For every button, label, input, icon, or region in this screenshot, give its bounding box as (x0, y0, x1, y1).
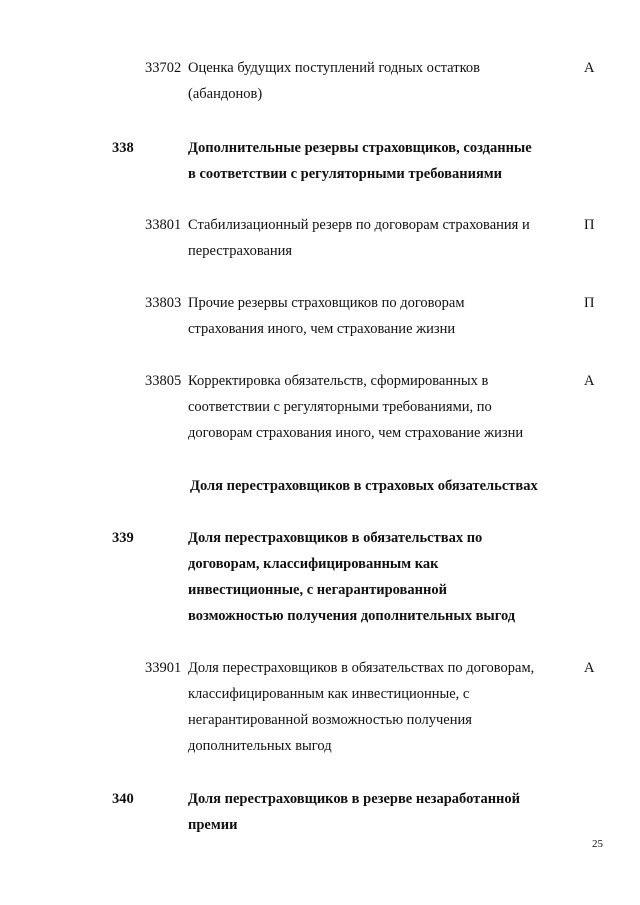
page-number: 25 (592, 838, 603, 850)
account-name-line: Корректировка обязательств, сформированных в (188, 373, 489, 389)
account-type-mark: А (584, 60, 595, 76)
account-type-mark: А (584, 373, 595, 389)
account-code: 33803 (145, 295, 182, 311)
section-code: 339 (112, 530, 134, 546)
section-title-line: премии (188, 817, 238, 833)
account-code: 33805 (145, 373, 182, 389)
section-title-line: возможностью получения дополнительных выгод (188, 608, 516, 624)
account-name-line: Оценка будущих поступлений годных остатков (188, 60, 480, 76)
account-code: 33801 (145, 217, 182, 233)
account-name-line: перестрахования (188, 243, 293, 259)
section-title-line: Доля перестраховщиков в резерве незаработанной (188, 791, 521, 807)
account-name-line: соответствии с регуляторными требованиями, по (188, 399, 492, 415)
account-type-mark: А (584, 660, 595, 676)
account-name-line: Стабилизационный резерв по договорам страхования и (188, 217, 530, 233)
section-title-line: договорам, классифицированным как (188, 556, 439, 572)
account-code: 33702 (145, 60, 182, 76)
section-title-line: инвестиционные, с негарантированной (188, 582, 447, 598)
account-name-line: классифицированным как инвестиционные, с (188, 686, 470, 702)
group-heading: Доля перестраховщиков в страховых обязательствах (190, 478, 538, 494)
account-name-line: (абандонов) (188, 86, 263, 102)
account-name-line: Прочие резервы страховщиков по договорам (188, 295, 465, 311)
account-name-line: Доля перестраховщиков в обязательствах по договорам, (188, 660, 535, 676)
account-type-mark: П (584, 217, 595, 233)
account-name-line: дополнительных выгод (188, 738, 332, 754)
section-code: 338 (112, 140, 134, 156)
section-title-line: Доля перестраховщиков в обязательствах по (188, 530, 483, 546)
account-name-line: негарантированной возможностью получения (188, 712, 472, 728)
section-title-line: Дополнительные резервы страховщиков, созданные (188, 140, 532, 156)
section-code: 340 (112, 791, 134, 807)
account-type-mark: П (584, 295, 595, 311)
account-name-line: договорам страхования иного, чем страхование жизни (188, 425, 524, 441)
account-code: 33901 (145, 660, 182, 676)
account-name-line: страхования иного, чем страхование жизни (188, 321, 456, 337)
section-title-line: в соответствии с регуляторными требованиями (188, 166, 503, 182)
